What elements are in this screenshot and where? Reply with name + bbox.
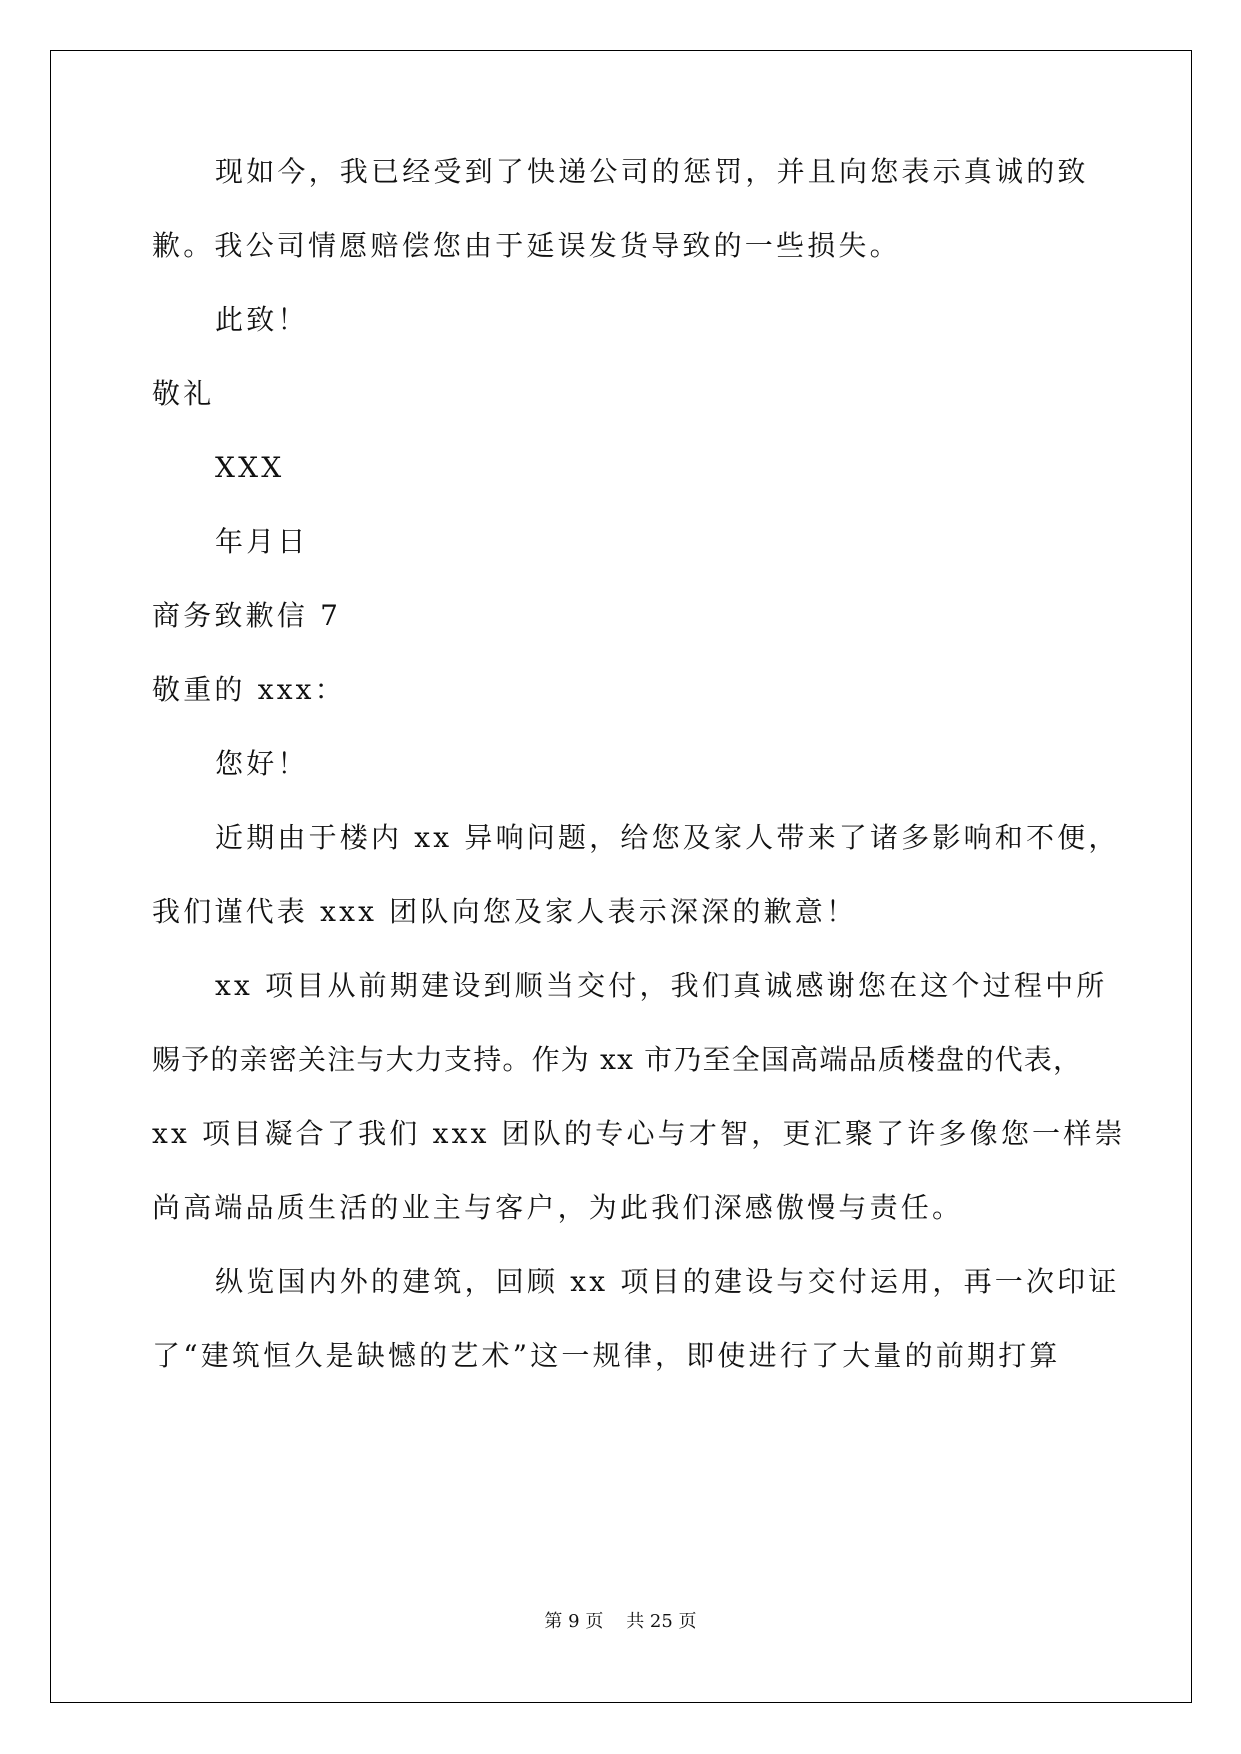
paragraph-line: 我们谨代表 xxx 团队向您及家人表示深深的歉意！	[152, 895, 858, 928]
paragraph-line: xx 项目从前期建设到顺当交付，我们真诚感谢您在这个过程中所	[215, 969, 1108, 1002]
page-footer: 第 9 页 共 25 页	[544, 1611, 697, 1632]
paragraph-line: 了“建筑恒久是缺憾的艺术”这一规律，即使进行了大量的前期打算	[152, 1339, 1061, 1372]
hello-line: 您好！	[215, 747, 309, 780]
closing-line: 此致！	[215, 303, 309, 336]
signature-line: XXX	[215, 451, 285, 484]
paragraph-line: 赐予的亲密关注与大力支持。作为 xx 市乃至全国高端品质楼盘的代表，	[152, 1043, 1083, 1076]
letter-heading: 商务致歉信 7	[152, 599, 342, 632]
greeting-line: 敬重的 xxx：	[152, 673, 346, 706]
paragraph-line: 歉。我公司情愿赔偿您由于延误发货导致的一些损失。	[152, 229, 901, 262]
salute-line: 敬礼	[152, 377, 215, 410]
paragraph-line: 现如今，我已经受到了快递公司的惩罚，并且向您表示真诚的致	[215, 155, 1089, 188]
page-border	[50, 50, 1192, 1703]
date-line: 年月日	[215, 525, 309, 558]
paragraph-line: xx 项目凝合了我们 xxx 团队的专心与才智，更汇聚了许多像您一样崇	[152, 1117, 1126, 1150]
paragraph-line: 纵览国内外的建筑，回顾 xx 项目的建设与交付运用，再一次印证	[215, 1265, 1120, 1298]
paragraph-line: 尚高端品质生活的业主与客户，为此我们深感傲慢与责任。	[152, 1191, 964, 1224]
paragraph-line: 近期由于楼内 xx 异响问题，给您及家人带来了诸多影响和不便，	[215, 821, 1120, 854]
